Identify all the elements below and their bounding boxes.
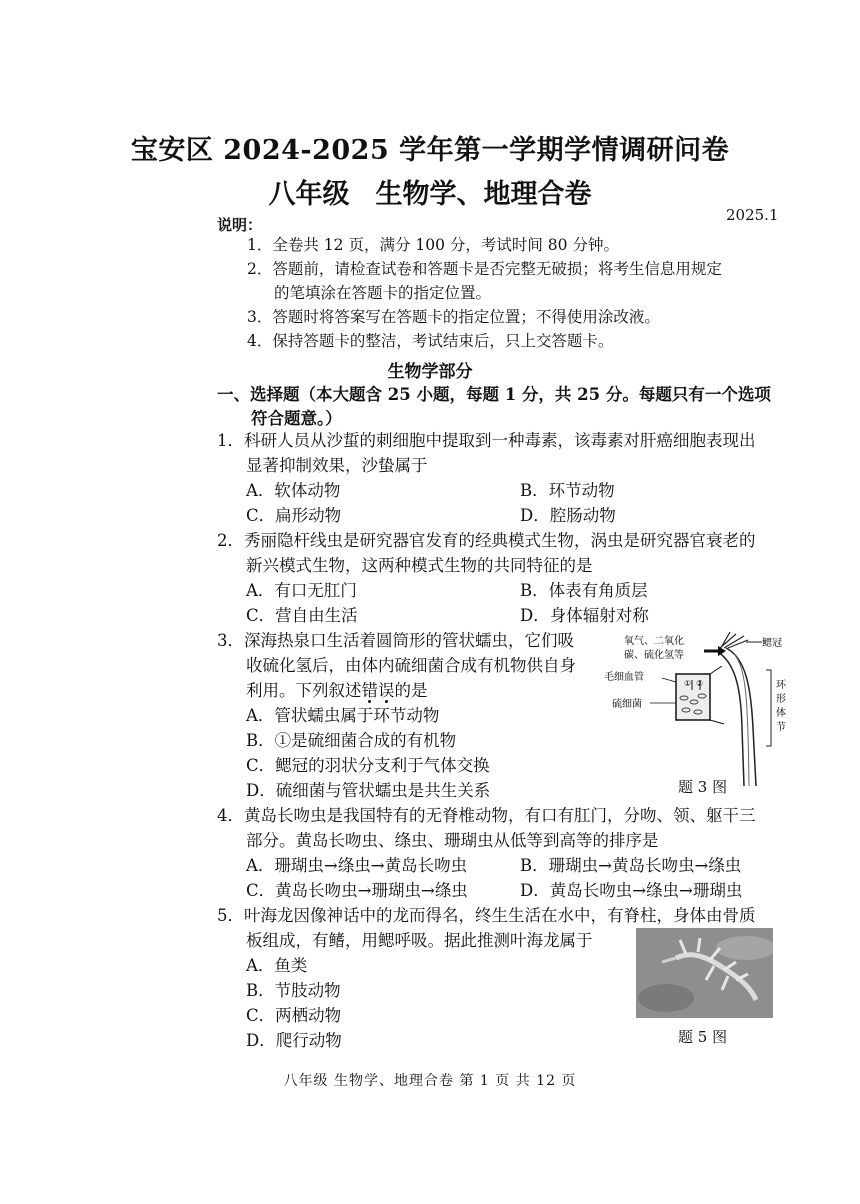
q5-option-b[interactable]: B．节肢动物 — [246, 981, 341, 1000]
segment-bracket — [766, 670, 771, 746]
part-heading — [217, 383, 797, 431]
leafy-seadragon-photo — [636, 928, 773, 1018]
q5-option-c[interactable]: C．两栖动物 — [246, 1006, 342, 1025]
gill-label: 鳃冠 — [762, 638, 782, 649]
q3-option-b[interactable]: B．①是硫细菌合成的有机物 — [246, 731, 457, 750]
stem-text: 的是 — [394, 681, 428, 700]
bacteria-label: 硫细菌 — [612, 699, 642, 710]
rock-shape — [638, 984, 694, 1012]
question-5-stem: 5．叶海龙因像神话中的龙而得名，终生生活在水中，有脊柱，身体由骨质 — [217, 906, 756, 925]
tube-outline-inner — [718, 652, 744, 786]
segment-label: 体 — [776, 708, 786, 719]
segment-label: 形 — [776, 694, 786, 705]
seadragon-illustration — [636, 928, 773, 1018]
note-item: 4．保持答题卡的整洁，考试结束后，只上交答题卡。 — [247, 332, 614, 350]
inset-pointer — [710, 720, 724, 724]
grade-label: 八年级 — [268, 179, 350, 210]
stem-text: 利用。下列叙述 — [246, 681, 362, 700]
q1-option-c[interactable]: C．扁形动物 — [246, 506, 342, 525]
question-1-stem-cont: 显著抑制效果，沙蛰属于 — [246, 456, 428, 475]
mark-1-label: ① — [684, 679, 692, 688]
figure-5-caption: 题 5 图 — [678, 1028, 728, 1046]
q2-option-d[interactable]: D．身体辐射对称 — [520, 606, 649, 625]
emphasis-char: 误 — [378, 681, 395, 700]
segment-label: 环 — [776, 680, 786, 691]
figure-3-caption: 题 3 图 — [678, 778, 728, 796]
notes-label: 说明： — [217, 216, 263, 234]
tube-worm-figure — [596, 628, 806, 793]
q4-option-c[interactable]: C．黄岛长吻虫→珊瑚虫→绦虫 — [246, 881, 468, 900]
note-item: 1．全卷共 12 页，满分 100 分，考试时间 80 分钟。 — [247, 236, 619, 254]
q5-option-d[interactable]: D．爬行动物 — [246, 1031, 342, 1050]
question-5-stem-cont: 板组成，有鳍，用鳃呼吸。据此推测叶海龙属于 — [246, 931, 593, 950]
part-heading-line: 符合题意。） — [251, 409, 342, 428]
question-1-stem: 1．科研人员从沙蜇的刺细胞中提取到一种毒素，该毒素对肝癌细胞表现出 — [217, 431, 756, 450]
q2-option-c[interactable]: C．营自由生活 — [246, 606, 358, 625]
question-2-stem: 2．秀丽隐杆线虫是研究器官发育的经典模式生物，涡虫是研究器官衰老的 — [217, 531, 756, 550]
question-3-stem-cont — [246, 678, 428, 703]
page-footer: 八年级 生物学、地理合卷 第 1 页 共 12 页 — [283, 1073, 577, 1089]
q5-option-a[interactable]: A．鱼类 — [246, 956, 308, 975]
gill-plume — [720, 632, 748, 648]
gas-label-line1: 氧气、二氧化 — [624, 636, 684, 647]
note-item: 3．答题时将答案写在答题卡的指定位置；不得使用涂改液。 — [247, 308, 660, 326]
subject-label: 生物学、地理合卷 — [375, 179, 592, 210]
note-item: 2．答题前，请检查试卷和答题卡是否完整无破损；将考生信息用规定 — [247, 260, 722, 278]
gas-label-line2: 碳、硫化氢等 — [624, 650, 684, 661]
q1-option-a[interactable]: A．软体动物 — [246, 481, 341, 500]
exam-title: 宝安区 2024-2025 学年第一学期学情调研问卷 — [130, 135, 730, 166]
q2-option-b[interactable]: B．体表有角质层 — [520, 581, 648, 600]
q4-option-d[interactable]: D．黄岛长吻虫→绦虫→珊瑚虫 — [520, 881, 743, 900]
q3-option-c[interactable]: C．鳃冠的羽状分支利于气体交换 — [246, 756, 490, 775]
q3-option-d[interactable]: D．硫细菌与管状蠕虫是共生关系 — [246, 781, 491, 800]
note-item: 的笔填涂在答题卡的指定位置。 — [274, 284, 492, 302]
question-3-stem-cont: 收硫化氢后，由体内硫细菌合成有机物供自身 — [246, 656, 576, 675]
q3-option-a[interactable]: A．管状蠕虫属于环节动物 — [246, 706, 440, 725]
capillary-label: 毛细血管 — [604, 672, 644, 683]
q1-option-d[interactable]: D．腔肠动物 — [520, 506, 616, 525]
question-4-stem-cont: 部分。黄岛长吻虫、绦虫、珊瑚虫从低等到高等的排序是 — [246, 831, 659, 850]
q4-option-a[interactable]: A．珊瑚虫→绦虫→黄岛长吻虫 — [246, 856, 468, 875]
question-3-stem: 3．深海热泉口生活着圆筒形的管状蠕虫，它们吸 — [217, 631, 574, 650]
section-title: 生物学部分 — [387, 362, 473, 382]
label-pointer — [662, 678, 676, 682]
q4-option-b[interactable]: B．珊瑚虫→黄岛长吻虫→绦虫 — [520, 856, 742, 875]
mark-2-label: ② — [696, 679, 704, 688]
segment-label: 节 — [776, 722, 786, 733]
question-4-stem: 4．黄岛长吻虫是我国特有的无脊椎动物，有口有肛门，分吻、领、躯干三 — [217, 806, 756, 825]
q2-option-a[interactable]: A．有口无肛门 — [246, 581, 357, 600]
exam-date: 2025.1 — [726, 206, 779, 224]
q1-option-b[interactable]: B．环节动物 — [520, 481, 615, 500]
emphasis-char: 错 — [361, 681, 378, 700]
part-heading-line: 一、选择题（本大题含 25 小题，每题 1 分，共 25 分。每题只有一个选项 — [217, 385, 771, 404]
question-2-stem-cont: 新兴模式生物，这两种模式生物的共同特征的是 — [246, 556, 593, 575]
inset-pointer — [710, 666, 722, 674]
